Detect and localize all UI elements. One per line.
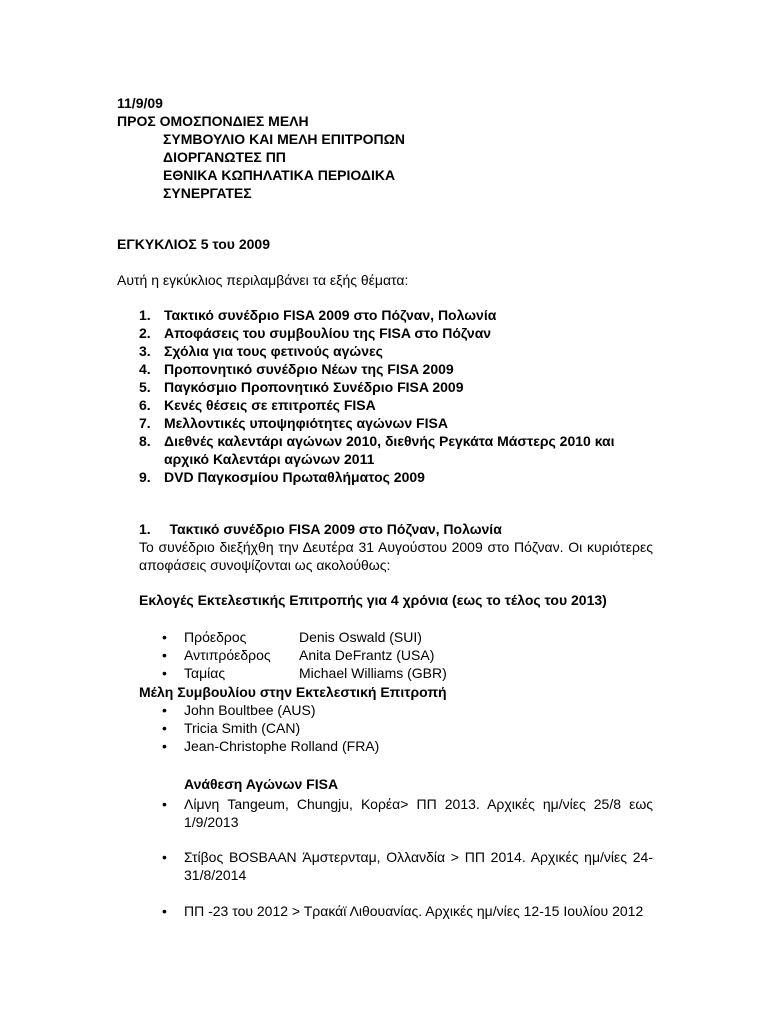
council-heading: Μέλη Συμβουλίου στην Εκτελεστική Επιτροπή [139,684,447,700]
officer-role: Ταμίας [184,665,226,681]
recipient-line: ΣΥΝΕΡΓΑΤΕΣ [163,185,252,201]
officer-name: Denis Oswald (SUI) [299,629,422,645]
officer-name: Anita DeFrantz (USA) [299,647,435,663]
list-item [159,664,579,682]
bullet-icon: • [162,665,167,681]
circular-title: ΕΓΚΥΚΛΙΟΣ 5 του 2009 [117,236,270,252]
council-list [159,701,579,755]
section-title: Τακτικό συνέδριο FISA 2009 στο Πόζναν, Πολωνία [169,521,502,537]
list-item: 1. Τακτικό συνέδριο FISA 2009 στο Πόζναν, Πολωνία [139,307,497,323]
list-item: • Jean-Christophe Rolland (FRA) [162,738,380,754]
list-item: 5. Παγκόσμιο Προπονητικό Συνέδριο FISA 2009 [139,379,464,395]
officers-list [159,628,579,682]
to-line: ΠΡΟΣ ΟΜΟΣΠΟΝΔΙΕΣ ΜΕΛΗ [117,113,309,129]
list-item: • ΠΠ -23 του 2012 > Τρακάϊ Λιθουανίας. Αρχικές ημ/νίες 12-15 Ιουλίου 2012 [162,903,644,919]
bullet-icon: • [162,849,167,865]
list-item [159,646,579,664]
recipient-line: ΔΙΟΡΓΑΝΩΤΕΣ ΠΠ [163,149,286,165]
intro-text: Αυτή η εγκύκλιος περιλαμβάνει τα εξής θέματα: [117,272,409,288]
bullet-icon: • [162,629,167,645]
bullet-icon: • [162,903,167,919]
officer-role: Αντιπρόεδρος [184,647,271,663]
list-item: • John Boultbee (AUS) [162,702,316,718]
officer-role: Πρόεδρος [184,629,247,645]
list-item: 7. Μελλοντικές υποψηφιότητες αγώνων FISA [139,415,448,431]
list-item: 8. Διεθνές καλεντάρι αγώνων 2010, διεθνής Ρεγκάτα Μάστερς 2010 και αρχικό Καλεντάρι αγώνων 2011 [139,433,615,467]
list-item: 6. Κενές θέσεις σε επιτροπές FISA [139,397,376,413]
date: 11/9/09 [117,95,163,111]
awards-list [159,848,653,884]
recipient-line: ΣΥΜΒΟΥΛΙΟ ΚΑΙ ΜΕΛΗ ΕΠΙΤΡΟΠΩΝ [163,131,405,147]
bullet-icon: • [162,702,167,718]
recipient-line: ΕΘΝΙΚΑ ΚΩΠΗΛΑΤΙΚΑ ΠΕΡΙΟΔΙΚΑ [163,167,396,183]
section-body: Το συνέδριο διεξήχθη την Δευτέρα 31 Αυγούστου 2009 στο Πόζναν. Οι κυριότερες αποφάσεις συνοψίζονται ως ακολούθως: [139,539,653,573]
awards-list [159,902,653,920]
bullet-icon: • [162,647,167,663]
list-item: 4. Προπονητικό συνέδριο Νέων της FISA 2009 [139,361,454,377]
section-heading [139,520,502,538]
list-item: • Λίμνη Tangeum, Chungju, Κορέα> ΠΠ 2013. Αρχικές ημ/νίες 25/8 εως 1/9/2013 [162,796,653,830]
bullet-icon: • [162,720,167,736]
bullet-icon: • [162,738,167,754]
officer-name: Michael Williams (GBR) [299,665,447,681]
list-item [159,628,579,646]
section-number: 1. [139,521,151,537]
list-item: 9. DVD Παγκοσμίου Πρωταθλήματος 2009 [139,469,425,485]
elections-heading: Εκλογές Εκτελεστικής Επιτροπής για 4 χρόνια (εως το τέλος του 2013) [139,592,607,608]
awards-list [159,795,653,831]
topic-list [139,306,654,486]
list-item: 3. Σχόλια για τους φετινούς αγώνες [139,343,383,359]
awards-heading: Ανάθεση Αγώνων FISA [184,776,339,792]
list-item: • Στίβος BOSBAAN Άμστερνταμ, Ολλανδία > ΠΠ 2014. Αρχικές ημ/νίες 24-31/8/2014 [162,849,653,883]
list-item: • Tricia Smith (CAN) [162,720,301,736]
bullet-icon: • [162,796,167,812]
list-item: 2. Αποφάσεις του συμβουλίου της FISA στο Πόζναν [139,325,492,341]
